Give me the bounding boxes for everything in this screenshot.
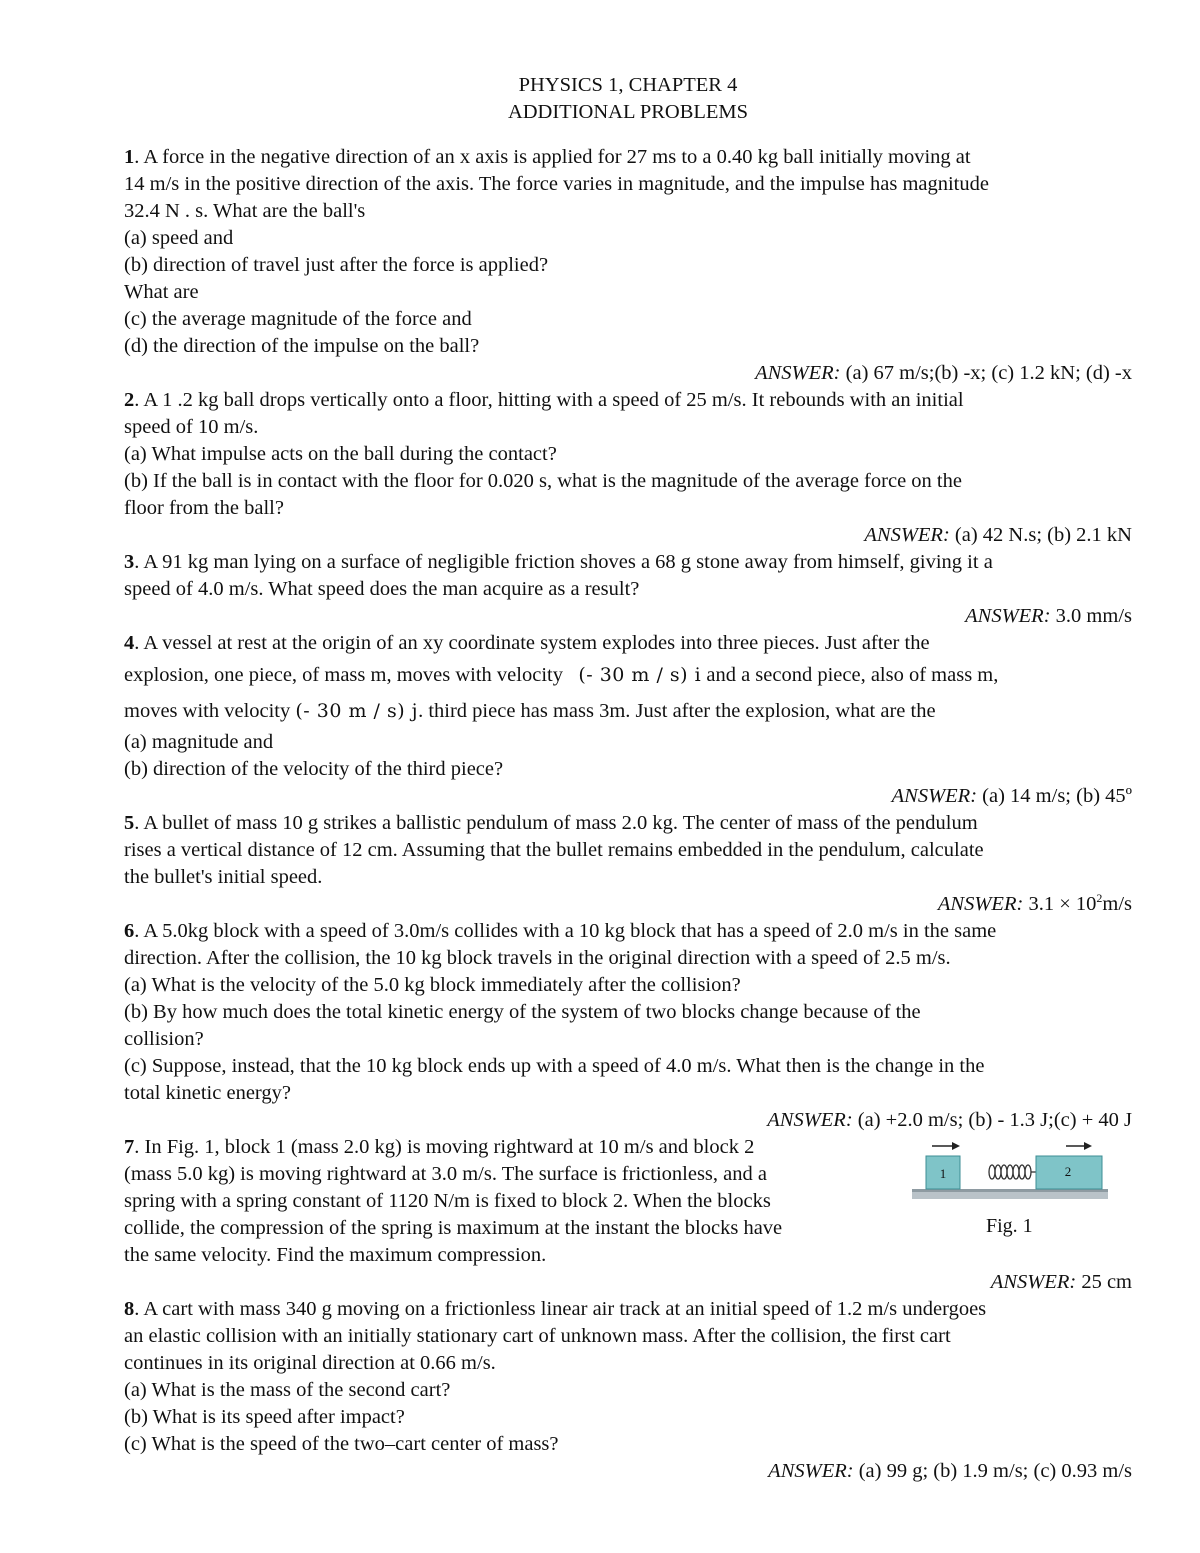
problem-number: 7 (124, 1136, 135, 1158)
answer-value: (a) +2.0 m/s; (b) - 1.3 J;(c) + 40 J (857, 1109, 1132, 1131)
answer-value: 25 cm (1081, 1271, 1132, 1293)
answer-exponent: 2 (1096, 891, 1103, 905)
velocity-expression: (- 30 m / s) j (295, 700, 419, 722)
answer-value: 3.1 × 10 (1028, 893, 1097, 915)
answer-label: ANSWER: (755, 362, 841, 384)
problem-text: . A force in the negative direction of an x axis is applied for 27 ms to a 0.40 kg ball initially moving at (134, 146, 971, 168)
problem-text: (b) If the ball is in contact with the floor for 0.020 s, what is the magnitude of the average force on the (124, 470, 962, 492)
problem-4 (124, 630, 1132, 810)
problem-text: 32.4 N . s. What are the ball's (124, 200, 366, 222)
problem-text: (c) the average magnitude of the force and (124, 308, 472, 330)
problem-text: (b) By how much does the total kinetic energy of the system of two blocks change because of the (124, 1001, 921, 1023)
problem-number: 5 (124, 812, 135, 834)
problem-number: 8 (124, 1298, 135, 1320)
problem-text: (b) direction of travel just after the force is applied? (124, 254, 549, 276)
answer-line (124, 783, 1132, 810)
problem-text: (a) What is the mass of the second cart? (124, 1379, 451, 1401)
problem-text: (d) the direction of the impulse on the ball? (124, 335, 480, 357)
spring (989, 1165, 1036, 1179)
problem-text: . A cart with mass 340 g moving on a frictionless linear air track at an initial speed of 1.2 m/s undergoes (134, 1298, 987, 1320)
problem-text: 14 m/s in the positive direction of the axis. The force varies in magnitude, and the impulse has magnitude (124, 173, 989, 195)
answer-value: (a) 42 N.s; (b) 2.1 kN (954, 524, 1132, 546)
problem-text: (c) Suppose, instead, that the 10 kg block ends up with a speed of 4.0 m/s. What then is the change in the (124, 1055, 985, 1077)
problem-text: What are (124, 281, 199, 303)
problem-2 (124, 387, 1132, 549)
problem-number: 3 (124, 551, 135, 573)
problem-text: the same velocity. Find the maximum compression. (124, 1244, 547, 1266)
problem-text: collide, the compression of the spring is maximum at the instant the blocks have (124, 1217, 783, 1239)
block1-velocity-arrow (932, 1142, 960, 1150)
answer-label: ANSWER: (768, 1460, 854, 1482)
answer-line (124, 1107, 1132, 1134)
answer-label: ANSWER: (891, 785, 978, 807)
problem-text: explosion, one piece, of mass m, moves with velocity (124, 664, 563, 686)
answer-label: ANSWER: (990, 1271, 1077, 1293)
answer-line (124, 603, 1132, 630)
problem-5 (124, 810, 1132, 918)
title-line-2: ADDITIONAL PROBLEMS (507, 101, 749, 123)
problem-text: (c) What is the speed of the two–cart center of mass? (124, 1433, 559, 1455)
problem-text: rises a vertical distance of 12 cm. Assuming that the bullet remains embedded in the pendulum, calculate (124, 839, 984, 861)
problem-text: (b) direction of the velocity of the third piece? (124, 758, 504, 780)
problem-7 (124, 1134, 1132, 1296)
problem-text: . In Fig. 1, block 1 (mass 2.0 kg) is moving rightward at 10 m/s and block 2 (134, 1136, 755, 1158)
answer-line (124, 891, 1132, 918)
problem-text: (a) What impulse acts on the ball during the contact? (124, 443, 557, 465)
track-surface (912, 1191, 1108, 1199)
figure-caption: Fig. 1 (986, 1215, 1033, 1237)
problem-text: the bullet's initial speed. (124, 866, 323, 888)
problem-text: (a) speed and (124, 227, 234, 249)
block2-velocity-arrow (1066, 1142, 1092, 1150)
problem-text: . third piece has mass 3m. Just after the explosion, what are the (418, 700, 936, 722)
document-page (124, 72, 1132, 1485)
problem-number: 6 (124, 920, 135, 942)
problem-number: 4 (124, 632, 135, 654)
answer-line (124, 1269, 1132, 1296)
answer-value: (a) 99 g; (b) 1.9 m/s; (c) 0.93 m/s (858, 1460, 1132, 1482)
problem-text: speed of 4.0 m/s. What speed does the man acquire as a result? (124, 578, 640, 600)
problem-text: moves with velocity (124, 700, 291, 722)
answer-label: ANSWER: (937, 893, 1024, 915)
problem-text: (a) What is the velocity of the 5.0 kg block immediately after the collision? (124, 974, 741, 996)
problem-text: . A vessel at rest at the origin of an xy coordinate system explodes into three pieces. Just after the (134, 632, 930, 654)
answer-line (124, 522, 1132, 549)
problem-text: spring with a spring constant of 1120 N/m is fixed to block 2. When the blocks (124, 1190, 771, 1212)
problem-text: total kinetic energy? (124, 1082, 291, 1104)
velocity-expression: (- 30 m / s) i (578, 664, 702, 686)
block-2-label: 2 (1064, 1164, 1072, 1179)
problem-text: floor from the ball? (124, 497, 284, 519)
problem-text: . A 5.0kg block with a speed of 3.0m/s collides with a 10 kg block that has a speed of 2.0 m/s in the same (134, 920, 997, 942)
block-1-label: 1 (939, 1166, 947, 1181)
answer-value: 3.0 mm/s (1055, 605, 1132, 627)
problem-text: collision? (124, 1028, 204, 1050)
problem-3 (124, 549, 1132, 630)
problem-text: an elastic collision with an initially stationary cart of unknown mass. After the collision, the first cart (124, 1325, 951, 1347)
problem-text: and a second piece, also of mass m, (701, 664, 999, 686)
problem-text: (b) What is its speed after impact? (124, 1406, 405, 1428)
problem-6 (124, 918, 1132, 1134)
problem-text: . A 1 .2 kg ball drops vertically onto a floor, hitting with a speed of 25 m/s. It rebounds with an initial (134, 389, 964, 411)
problem-number: 2 (124, 389, 135, 411)
answer-line (124, 360, 1132, 387)
document-title (124, 72, 1132, 126)
problem-text: . A bullet of mass 10 g strikes a ballistic pendulum of mass 2.0 kg. The center of mass of the pendulum (134, 812, 978, 834)
answer-label: ANSWER: (767, 1109, 853, 1131)
problem-text: continues in its original direction at 0.66 m/s. (124, 1352, 496, 1374)
problem-text: . A 91 kg man lying on a surface of negligible friction shoves a 68 g stone away from himself, giving it a (134, 551, 993, 573)
answer-unit: m/s (1102, 893, 1132, 915)
answer-value: (a) 67 m/s;(b) -x; (c) 1.2 kN; (d) -x (845, 362, 1132, 384)
answer-line (124, 1458, 1132, 1485)
problem-text: direction. After the collision, the 10 kg block travels in the original direction with a speed of 2.5 m/s. (124, 947, 951, 969)
problem-number: 1 (124, 146, 135, 168)
problem-text: (a) magnitude and (124, 731, 274, 753)
problem-1 (124, 144, 1132, 387)
title-line-1: PHYSICS 1, CHAPTER 4 (518, 74, 738, 96)
answer-label: ANSWER: (864, 524, 950, 546)
problem-8 (124, 1296, 1132, 1485)
problem-text: (mass 5.0 kg) is moving rightward at 3.0 m/s. The surface is frictionless, and a (124, 1163, 767, 1185)
answer-value: (a) 14 m/s; (b) 45º (982, 785, 1132, 807)
problem-text: speed of 10 m/s. (124, 416, 259, 438)
answer-label: ANSWER: (965, 605, 1051, 627)
